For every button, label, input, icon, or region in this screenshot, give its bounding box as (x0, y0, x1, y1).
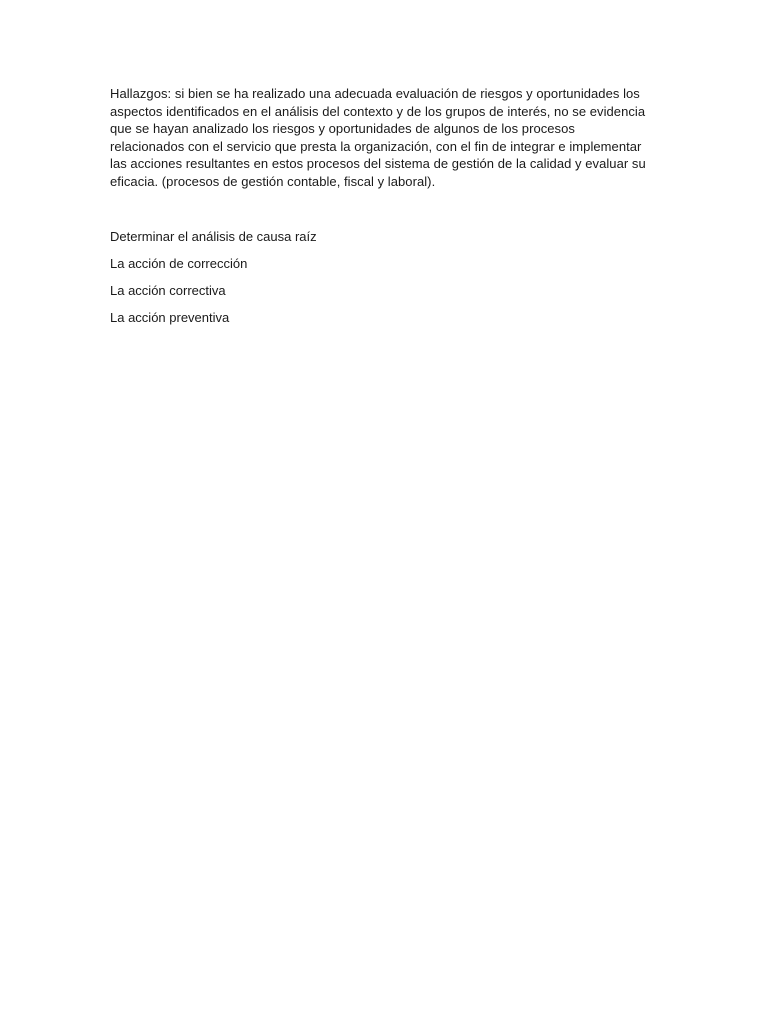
paragraph-spacer (110, 190, 650, 228)
item-correction: La acción de corrección (110, 256, 248, 271)
item-corrective-action: La acción correctiva (110, 283, 226, 298)
finding-paragraph: Hallazgos: si bien se ha realizado una adecuada evaluación de riesgos y oportunidades los aspectos identificados en el análisis del contexto y de los grupos de interés, no se evidencia que se hayan analizado los riesgos y oportunidades de algunos de los procesos relacionados con el servicio que presta la organización, con el fin de integrar e implementar las acciones resultantes en estos procesos del sistema de gestión de la calidad y evaluar su eficacia. (procesos de gestión contable, fiscal y laboral). (110, 86, 646, 189)
document-body (110, 85, 650, 336)
item-preventive-action: La acción preventiva (110, 310, 230, 325)
item-root-cause: Determinar el análisis de causa raíz (110, 229, 317, 244)
